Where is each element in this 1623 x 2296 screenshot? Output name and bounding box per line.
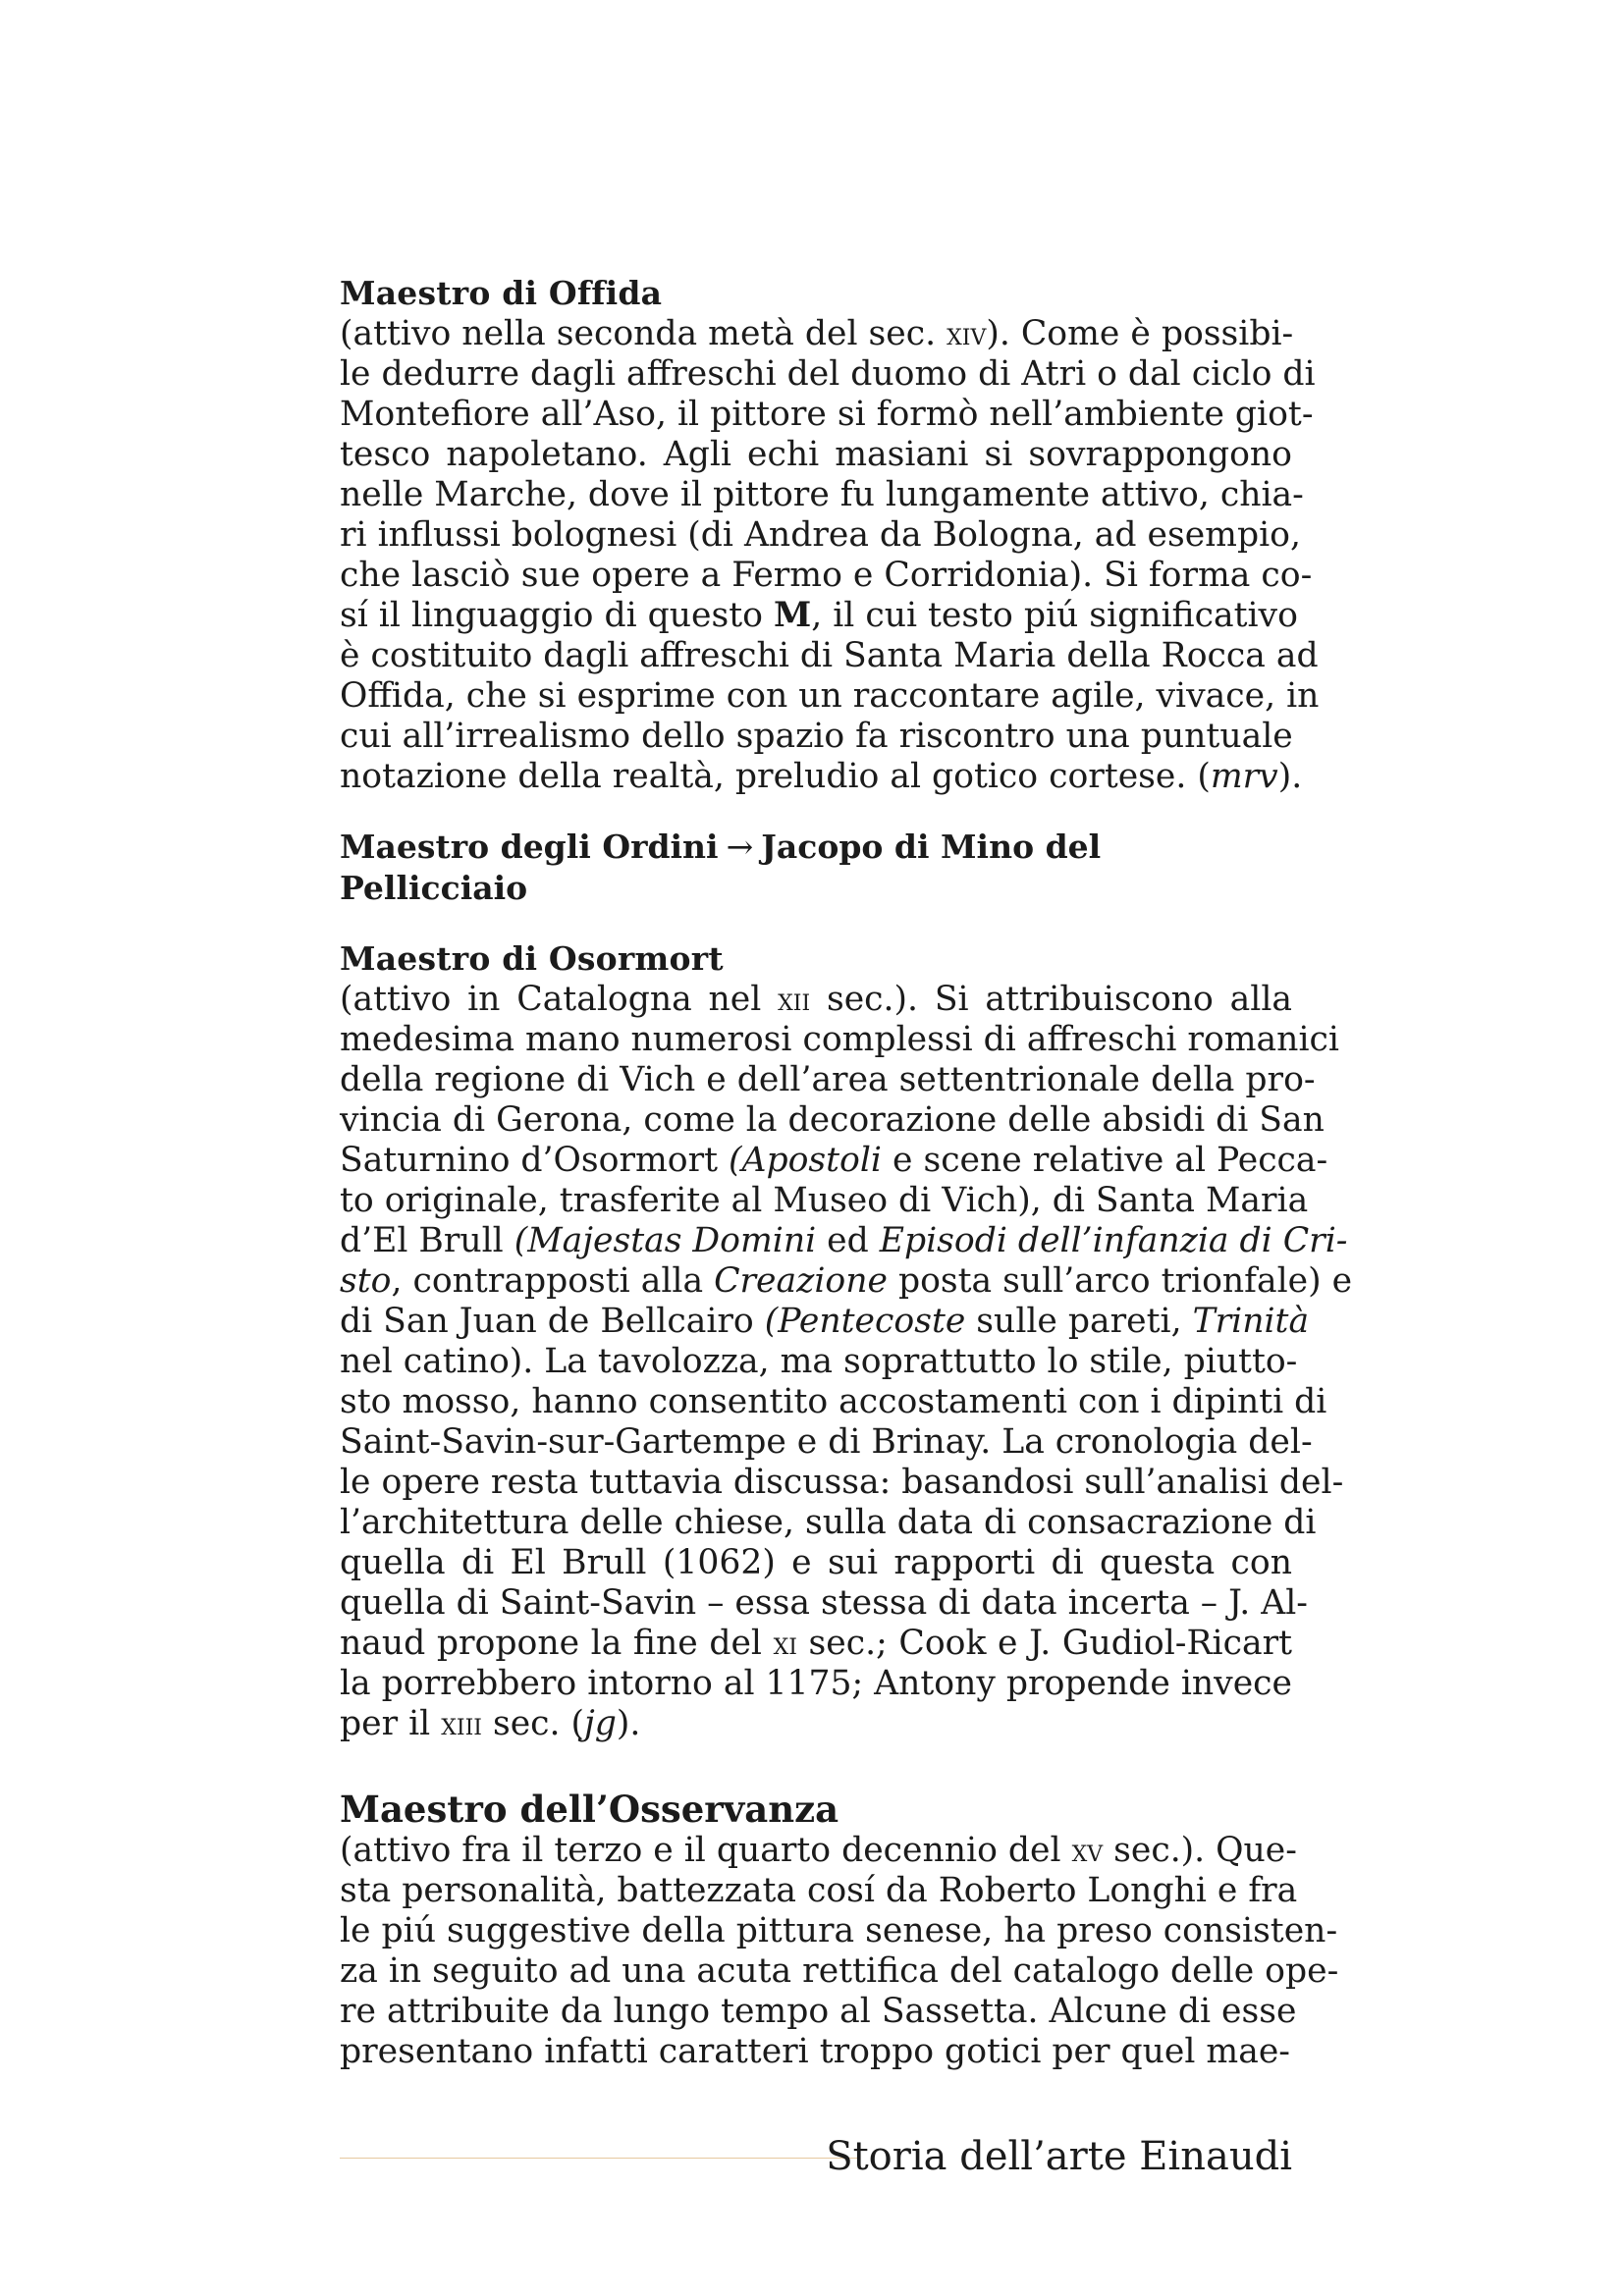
text-line: è costituito dagli affreschi di Santa Maria della Rocca ad [340, 636, 1319, 675]
xref-from: Maestro degli Ordini [340, 828, 719, 866]
text-line: medesima mano numerosi complessi di affreschi romanici [340, 1020, 1339, 1059]
entry-body [340, 314, 1320, 797]
text-line: Saturnino d’Osormort (Apostoli e scene relative al Pecca- [340, 1141, 1328, 1180]
text-line: nel catino). La tavolozza, ma soprattutto lo stile, piutto- [340, 1342, 1298, 1381]
text-line: notazione della realtà, preludio al gotico cortese. (mrv). [340, 757, 1303, 796]
text-line: che lasciò sue opere a Fermo e Corridonia). Si forma co- [340, 556, 1313, 595]
page-footer [340, 2132, 1292, 2181]
footer-rule [340, 2158, 860, 2159]
text-line: (attivo fra il terzo e il quarto decennio del xv sec.). Que- [340, 1831, 1297, 1870]
entry-maestro-di-offida [340, 273, 1320, 797]
text-line: la porrebbero intorno al 1175; Antony propende invece [340, 1664, 1293, 1703]
text-line: sta personalità, battezzata cosí da Roberto Longhi e fra [340, 1871, 1298, 1910]
text-line: sto mosso, hanno consentito accostamenti con i dipinti di [340, 1382, 1327, 1421]
text-line: ri influssi bolognesi (di Andrea da Bologna, ad esempio, [340, 515, 1301, 555]
text-line: za in seguito ad una acuta rettifica del catalogo delle ope- [340, 1951, 1339, 1991]
footer-brand: Storia dell’arte Einaudi [826, 2134, 1292, 2179]
entry-maestro-di-osormort [340, 938, 1353, 1744]
text-line: di San Juan de Bellcairo (Pentecoste sulle pareti, Trinità [340, 1302, 1310, 1341]
text-line: per il xiii sec. (jg). [340, 1704, 641, 1743]
text-line: (attivo in Catalogna nel xii sec.). Si attribuiscono alla [340, 980, 1292, 1019]
text-line: re attribuite da lungo tempo al Sassetta. Alcune di esse [340, 1992, 1297, 2031]
text-line: tesco napoletano. Agli echi masiani si sovrappongono [340, 435, 1292, 474]
entry-body [340, 1831, 1339, 2072]
text-line: Saint-Savin-sur-Gartempe e di Brinay. La cronologia del- [340, 1422, 1313, 1462]
entry-title: Maestro dell’Osservanza [340, 1788, 839, 1831]
text-line: sto, contrapposti alla Creazione posta sull’arco trionfale) e [340, 1261, 1353, 1301]
text-line: quella di El Brull (1062) e sui rapporti di questa con [340, 1543, 1292, 1582]
text-line: le opere resta tuttavia discussa: basandosi sull’analisi del- [340, 1463, 1344, 1502]
xref-to: Jacopo di Mino del Pellicciaio [340, 828, 1102, 907]
text-line: (attivo nella seconda metà del sec. xiv). Come è possibi- [340, 314, 1294, 353]
text-line: Offida, che si esprime con un raccontare agile, vivace, in [340, 676, 1320, 716]
text-line: presentano infatti caratteri troppo gotici per quel mae- [340, 2032, 1290, 2071]
text-line: le piú suggestive della pittura senese, ha preso consisten- [340, 1911, 1338, 1950]
text-line: d’El Brull (Majestas Domini ed Episodi dell’infanzia di Cri- [340, 1221, 1348, 1260]
text-line: della regione di Vich e dell’area settentrionale della pro- [340, 1060, 1316, 1099]
text-line: vincia di Gerona, come la decorazione delle absidi di San [340, 1100, 1325, 1140]
text-line: nelle Marche, dove il pittore fu lungamente attivo, chia- [340, 475, 1304, 514]
text-line: to originale, trasferite al Museo di Vich), di Santa Maria [340, 1181, 1309, 1220]
text-line: le dedurre dagli affreschi del duomo di Atri o dal ciclo di [340, 354, 1316, 394]
text-line: l’architettura delle chiese, sulla data di consacrazione di [340, 1503, 1317, 1542]
cross-reference [340, 827, 1292, 909]
text-line: sí il linguaggio di questo M, il cui testo piú significativo [340, 596, 1298, 635]
entry-title: Maestro di Osormort [340, 939, 724, 978]
text-line: quella di Saint-Savin – essa stessa di data incerta – J. Al- [340, 1583, 1308, 1623]
arrow-icon: → [726, 828, 754, 866]
text-line: naud propone la fine del xi sec.; Cook e J. Gudiol-Ricart [340, 1624, 1292, 1663]
entry-maestro-dell-osservanza [340, 1788, 1339, 2072]
entry-body [340, 980, 1353, 1744]
page-content [340, 273, 1353, 2072]
entry-title: Maestro di Offida [340, 274, 663, 312]
text-line: cui all’irrealismo dello spazio fa riscontro una puntuale [340, 717, 1293, 756]
text-line: Montefiore all’Aso, il pittore si formò nell’ambiente giot- [340, 395, 1314, 434]
